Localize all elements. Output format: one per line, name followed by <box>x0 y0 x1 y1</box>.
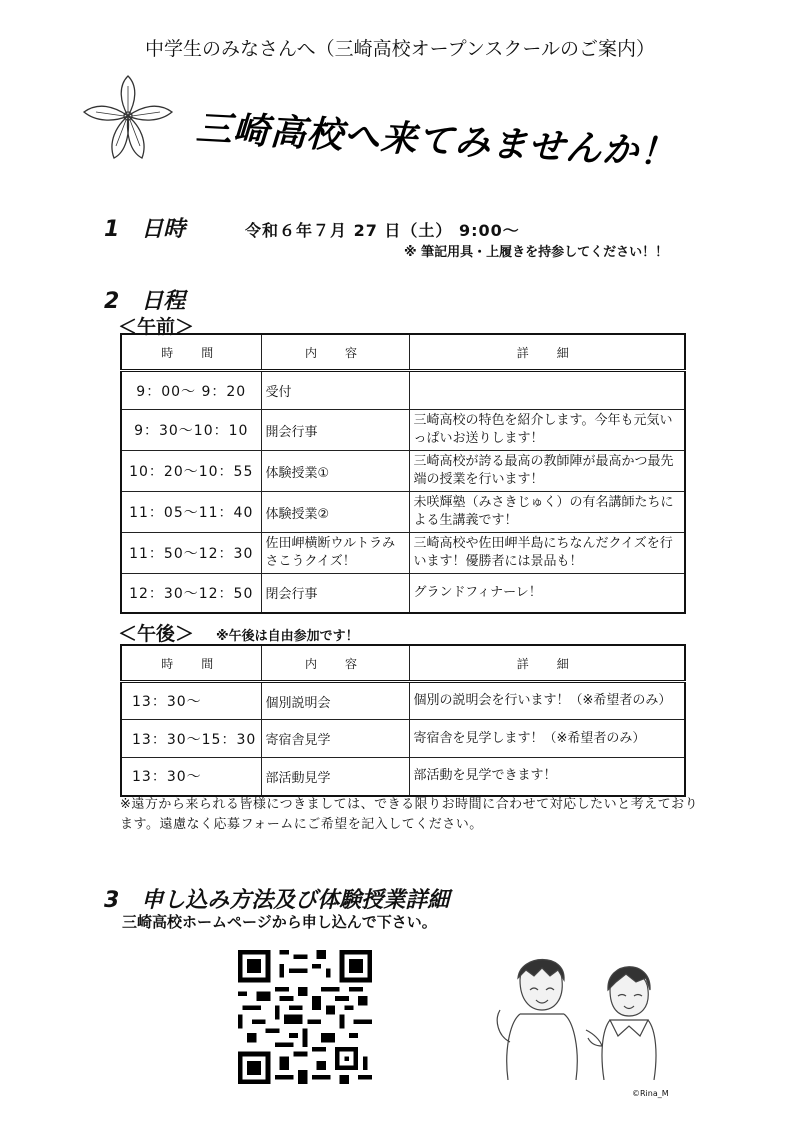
main-title: 三崎高校へ来てみませんか！ <box>194 108 678 175</box>
time-cell: 13：30～15：30 <box>121 720 261 758</box>
time-cell: 11：50～12：30 <box>121 533 261 574</box>
detail-cell: 三崎高校の特色を紹介します。今年も元気いっぱいお送りします！ <box>409 410 685 451</box>
column-header: 内 容 <box>261 645 409 682</box>
column-header: 時 間 <box>121 334 261 371</box>
detail-cell: 三崎高校が誇る最高の教師陣が最高かつ最先端の授業を行います！ <box>409 451 685 492</box>
column-header: 詳 細 <box>409 645 685 682</box>
column-header: 内 容 <box>261 334 409 371</box>
content-cell: 寄宿舎見学 <box>261 720 409 758</box>
table-row <box>121 371 685 410</box>
time-cell: 9：30～10：10 <box>121 410 261 451</box>
column-header: 時 間 <box>121 645 261 682</box>
students-illustration <box>490 950 690 1080</box>
page-header: 中学生のみなさんへ（三崎高校オープンスクールのご案内） <box>145 38 655 60</box>
afternoon-label: ＜午後＞ <box>118 623 195 645</box>
detail-cell: グランドフィナーレ！ <box>409 574 685 613</box>
detail-cell: 部活動を見学できます！ <box>409 758 685 796</box>
content-cell: 受付 <box>261 371 409 410</box>
content-cell: 部活動見学 <box>261 758 409 796</box>
afternoon-schedule-table <box>120 644 686 797</box>
section1-title: 1 日時 <box>104 217 186 242</box>
table-row <box>121 451 685 492</box>
table-row <box>121 720 685 758</box>
afternoon-note: ※午後は自由参加です！ <box>216 629 359 644</box>
event-date: 令和６年７月 27 日（土） 9:00～ <box>245 221 520 240</box>
detail-cell: 三崎高校や佐田岬半島にちなんだクイズを行います！優勝者には景品も！ <box>409 533 685 574</box>
flower-icon <box>80 72 176 162</box>
detail-cell: 未咲輝塾（みさきじゅく）の有名講師たちによる生講義です！ <box>409 492 685 533</box>
section3-title: 3 申し込み方法及び体験授業詳細 <box>104 888 450 913</box>
content-cell: 閉会行事 <box>261 574 409 613</box>
time-cell: 13：30～ <box>121 682 261 720</box>
content-cell: 佐田岬横断ウルトラみさこうクイズ！ <box>261 533 409 574</box>
detail-cell: 寄宿舎を見学します！（※希望者のみ） <box>409 720 685 758</box>
apply-instruction: 三崎高校ホームページから申し込んで下さい。 <box>122 913 437 931</box>
illustration-credit: ©Rina_M <box>632 1089 669 1098</box>
morning-label: ＜午前＞ <box>118 316 195 338</box>
content-cell: 個別説明会 <box>261 682 409 720</box>
column-header: 詳 細 <box>409 334 685 371</box>
content-cell: 体験授業② <box>261 492 409 533</box>
time-cell: 12：30～12：50 <box>121 574 261 613</box>
table-row <box>121 492 685 533</box>
section2-title: 2 日程 <box>104 289 186 314</box>
time-cell: 10：20～10：55 <box>121 451 261 492</box>
footnote: ※遠方から来られる皆様につきましては、できる限りお時間に合わせて対応したいと考えております。遠慮なく応募フォームにご希望を記入してください。 <box>120 797 699 832</box>
qr-code[interactable] <box>238 950 372 1084</box>
table-row <box>121 682 685 720</box>
table-row <box>121 574 685 613</box>
content-cell: 体験授業① <box>261 451 409 492</box>
table-row <box>121 410 685 451</box>
bring-items-note: ※ 筆記用具・上履きを持参してください！！ <box>404 245 669 260</box>
morning-schedule-table <box>120 333 686 614</box>
time-cell: 11：05～11：40 <box>121 492 261 533</box>
table-row <box>121 533 685 574</box>
detail-cell <box>409 371 685 410</box>
time-cell: 9：00～ 9：20 <box>121 371 261 410</box>
time-cell: 13：30～ <box>121 758 261 796</box>
detail-cell: 個別の説明会を行います！（※希望者のみ） <box>409 682 685 720</box>
content-cell: 開会行事 <box>261 410 409 451</box>
table-row <box>121 758 685 796</box>
